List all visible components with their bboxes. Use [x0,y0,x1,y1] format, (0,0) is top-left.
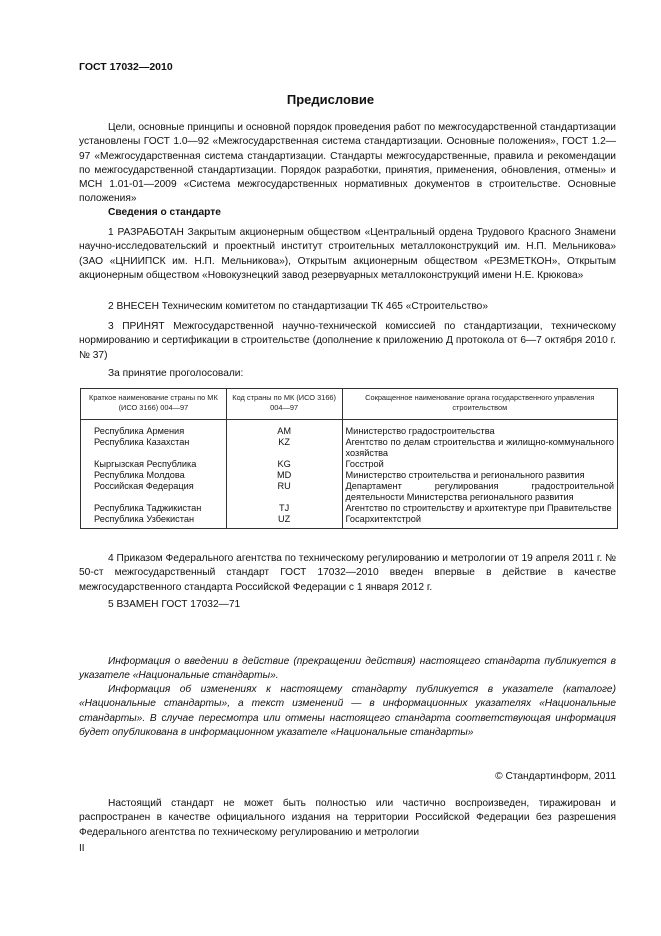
authority-name: Госархитектстрой [342,514,617,529]
voting-table [80,388,618,529]
reproduction-notice: Настоящий стандарт не может быть полностью или частично воспроизведен, тиражирован и распространен в качестве официального издания на территории Российской Федерации без разрешения Федерального агентства по техническому регулированию и метрологии [79,798,616,838]
item-5-replaces: 5 ВЗАМЕН ГОСТ 17032—71 [108,599,241,610]
table-header-row [81,389,618,420]
country-name: Республика Узбекистан [81,514,227,529]
authority-name: Департамент регулирования градостроительной деятельности Министерства регионального развития [342,481,617,503]
item-3-adopted: 3 ПРИНЯТ Межгосударственной научно-технической комиссией по стандартизации, техническому нормированию и сертификации в строительстве (дополнение к приложению Д протокола от 6—7 октября 2010 г. № 37) [79,321,616,361]
country-name: Российская Федерация [81,481,227,503]
standard-info-heading: Сведения о стандарте [108,207,221,218]
page-number: II [79,843,85,854]
country-code: UZ [226,514,342,529]
country-code: AM [226,420,342,438]
table-row [81,459,618,470]
authority-name: Министерство строительства и регионального развития [342,470,617,481]
authority-name: Агентство по делам строительства и жилищно-коммунального хозяйства [342,437,617,459]
country-name: Кыргызская Республика [81,459,227,470]
authority-name: Министерство градостроительства [342,420,617,438]
authority-name: Госстрой [342,459,617,470]
country-code: KZ [226,437,342,459]
item-4-enacted: 4 Приказом Федерального агентства по техническому регулированию и метрологии от 19 апреля 2011 г. № 50-ст межгосударственный стандарт ГОСТ 17032—2010 введен впервые в действие в качестве межгосударственного стандарта Российской Федерации с 1 января 2012 г. [79,553,616,593]
table-row [81,420,618,438]
country-name: Республика Армения [81,420,227,438]
country-code: TJ [226,503,342,514]
page-title: Предисловие [286,92,375,107]
standard-code-header: ГОСТ 17032—2010 [79,61,173,73]
intro-paragraph: Цели, основные принципы и основной порядок проведения работ по межгосударственной стандартизации установлены ГОСТ 1.0—92 «Межгосударственная система стандартизации. Основные положения», ГОСТ 1.2—97 «Межгосударственная система стандартизации. Стандарты межгосударственные, правила и рекомендации по межгосударственной стандартизации. Порядок разработки, принятия, применения, обновления, отмены» и МСН 1.01-01—2009 «Система межгосударственных нормативных документов в строительстве. Основные положения» [79,122,616,205]
country-code: KG [226,459,342,470]
authority-name: Агентство по строительству и архитектуре при Правительстве [342,503,617,514]
info-enactment: Информация о введении в действие (прекращении действия) настоящего стандарта публикуется в указателе «Национальные стандарты». [79,656,616,682]
table-row [81,503,618,514]
copyright-line: © Стандартинформ, 2011 [495,771,616,782]
country-code: RU [226,481,342,503]
table-row [81,437,618,459]
country-name: Республика Таджикистан [81,503,227,514]
header-authority: Сокращенное наименование органа государственного управления строительством [342,389,617,420]
item-2-submitted: 2 ВНЕСЕН Техническим комитетом по стандартизации ТК 465 «Строительство» [108,301,488,312]
table-row [81,514,618,529]
table-row [81,481,618,503]
vote-label: За принятие проголосовали: [108,368,244,379]
table-row [81,470,618,481]
header-country-name: Краткое наименование страны по МК (ИСО 3166) 004—97 [81,389,227,420]
info-changes: Информация об изменениях к настоящему стандарту публикуется в указателе (каталоге) «Национальные стандарты», а текст изменений — в информационных указателях «Национальные стандарты». В случае пересмотра или отмены настоящего стандарта соответствующая информация будет опубликована в информационном указателе «Национальные стандарты» [79,684,616,738]
country-code: MD [226,470,342,481]
country-name: Республика Казахстан [81,437,227,459]
country-name: Республика Молдова [81,470,227,481]
item-1-developed: 1 РАЗРАБОТАН Закрытым акционерным обществом «Центральный ордена Трудового Красного Знамени научно-исследовательский и проектный институт строительных металлоконструкций им. Н.П. Мельникова» (ЗАО «ЦНИИПСК им. Н.П. Мельникова»), Открытым акционерным обществом «РЕЗМЕТКОН», Открытым акционерным обществом «Новокузнецкий завод резервуарных металлоконструкций имени Н.Е. Крюкова» [79,227,616,281]
header-country-code: Код страны по МК (ИСО 3166) 004—97 [226,389,342,420]
